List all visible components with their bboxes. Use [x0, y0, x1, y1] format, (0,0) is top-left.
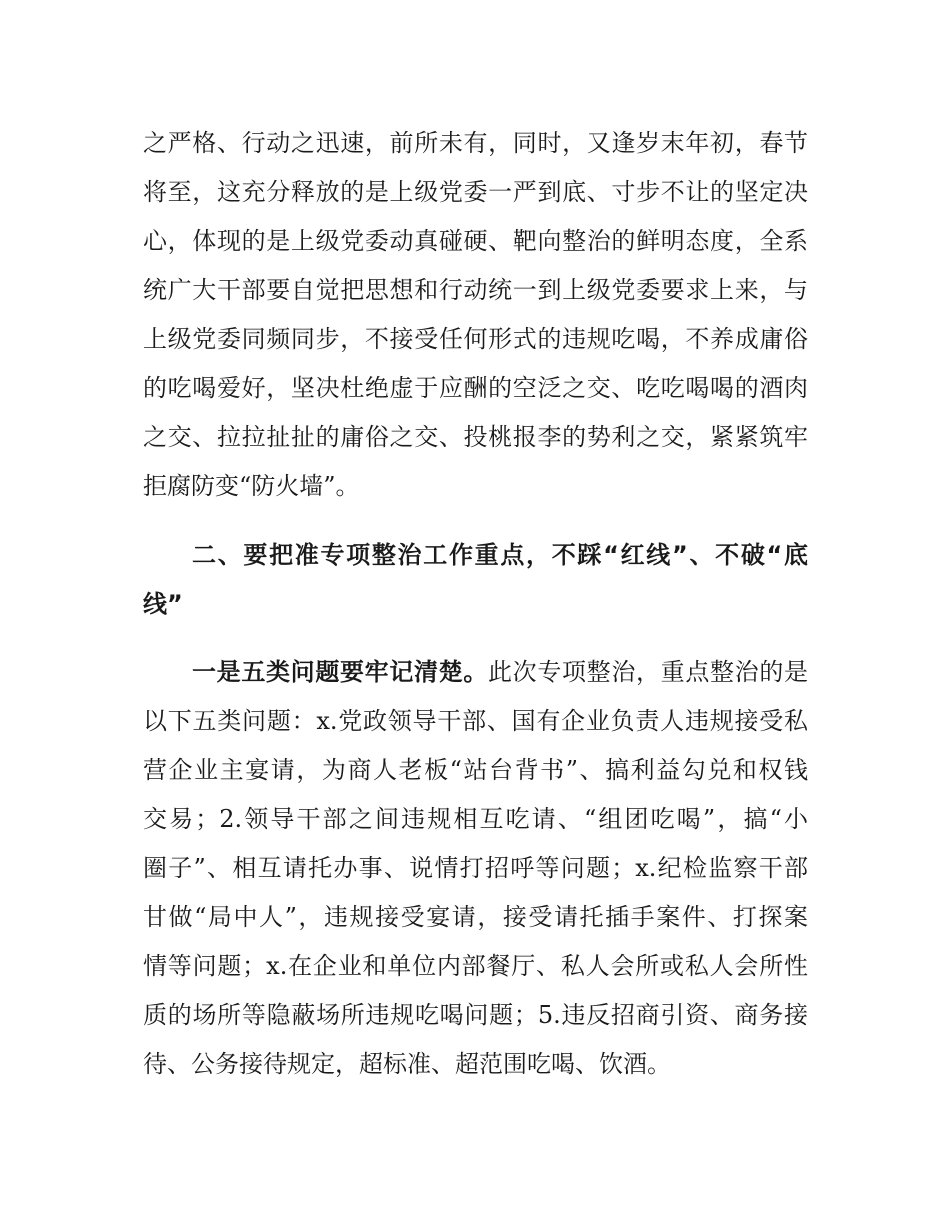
paragraph-2-line-3: 营企业主宴请，为商人老板“站台背书”、搞利益勾兑和权钱 [143, 756, 808, 784]
paragraph-1-line-7: 之交、拉拉扯扯的庸俗之交、投桃报李的势利之交，紧紧筑牢 [143, 423, 808, 451]
paragraph-1-line-5: 上级党委同频同步，不接受任何形式的违规吃喝，不养成庸俗 [143, 325, 808, 353]
paragraph-2-line-4: 交易；2.领导干部之间违规相互吃请、“组团吃喝”，搞“小 [143, 805, 808, 833]
paragraph-1-line-6: 的吃喝爱好，坚决杜绝虚于应酬的空泛之交、吃吃喝喝的酒肉 [143, 374, 808, 402]
paragraph-2-lead: 一是五类问题要牢记清楚。 [192, 658, 488, 686]
paragraph-2-first-line-rest: 此次专项整治，重点整治的是 [488, 658, 808, 686]
section-heading-line-1: 二、要把准专项整治工作重点，不踩“红线”、不破“底 [192, 541, 808, 569]
paragraph-2-line-2: 以下五类问题：x.党政领导干部、国有企业负责人违规接受私 [143, 707, 808, 735]
paragraph-1-line-4: 统广大干部要自觉把思想和行动统一到上级党委要求上来，与 [143, 276, 808, 304]
paragraph-2-line-5: 圈子”、相互请托办事、说情打招呼等问题；x.纪检监察干部 [143, 854, 808, 882]
paragraph-2-line-6: 甘做“局中人”，违规接受宴请，接受请托插手案件、打探案 [143, 903, 808, 931]
paragraph-1-line-3: 心，体现的是上级党委动真碰硬、靶向整治的鲜明态度，全系 [143, 227, 808, 255]
paragraph-1-line-1: 之严格、行动之迅速，前所未有，同时，又逢岁末年初，春节 [143, 129, 808, 157]
paragraph-1-line-8: 拒腐防变“防火墙”。 [143, 472, 360, 500]
section-heading-line-2: 线” [143, 590, 183, 618]
paragraph-2-line-7: 情等问题；x.在企业和单位内部餐厅、私人会所或私人会所性 [143, 952, 808, 980]
paragraph-1-line-2: 将至，这充分释放的是上级党委一严到底、寸步不让的坚定决 [143, 178, 808, 206]
paragraph-2-line-1 [192, 658, 808, 686]
paragraph-2-line-9: 待、公务接待规定，超标准、超范围吃喝、饮酒。 [143, 1050, 671, 1078]
paragraph-2-line-8: 质的场所等隐蔽场所违规吃喝问题；5.违反招商引资、商务接 [143, 1001, 808, 1029]
